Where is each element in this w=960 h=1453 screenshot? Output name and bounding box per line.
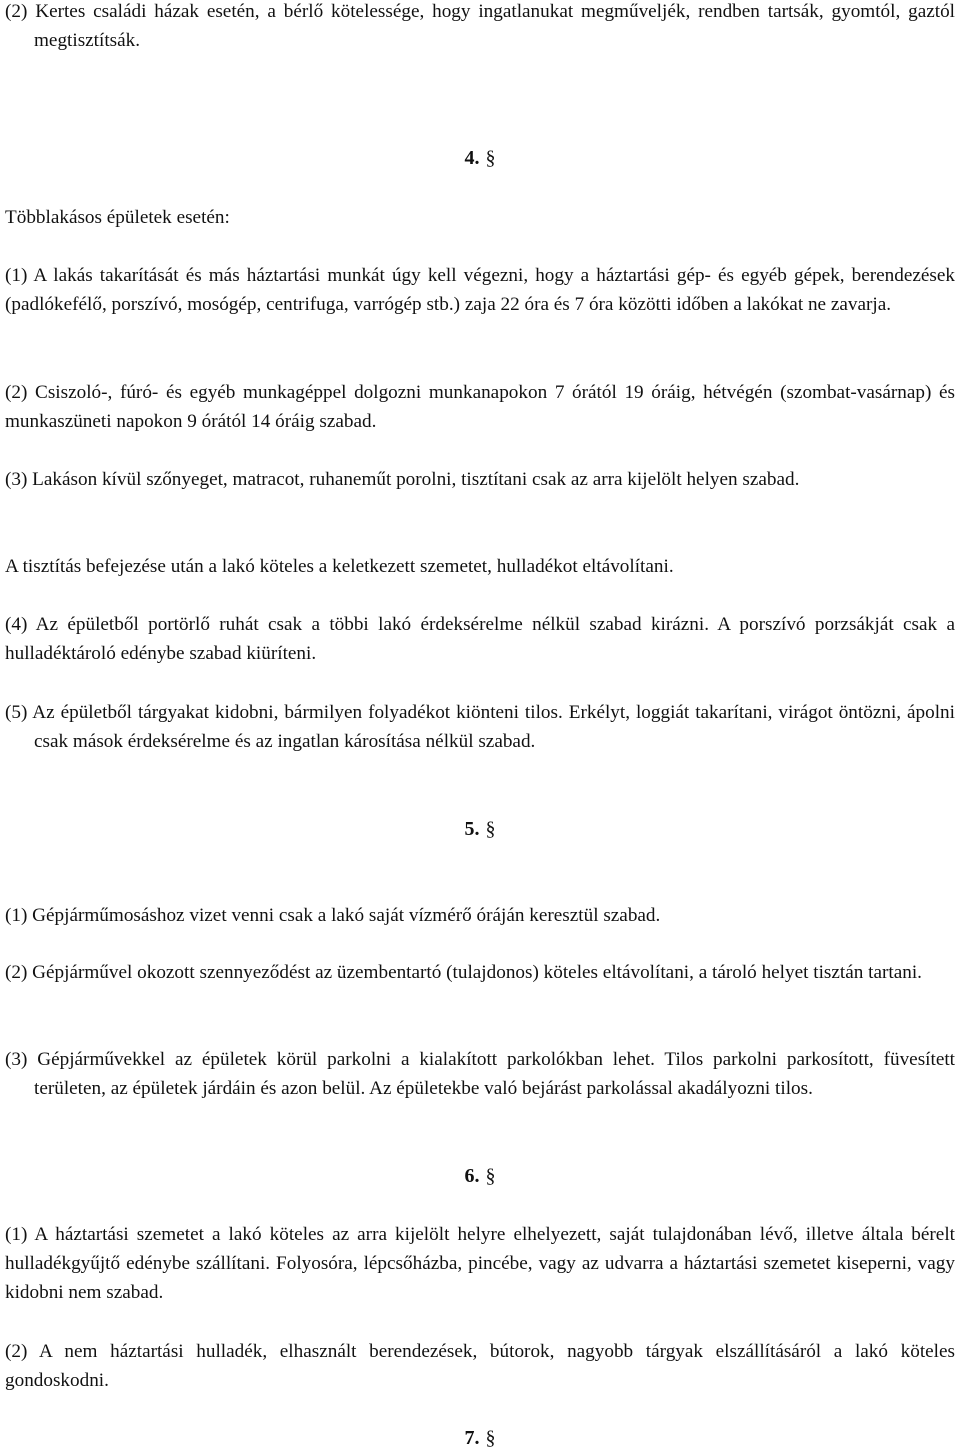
- paragraph-4-3b: A tisztítás befejezése után a lakó köteles a keletkezett szemetet, hulladékot eltávolítani.: [5, 556, 674, 577]
- paragraph-4-1: (1) A lakás takarítását és más háztartási munkát úgy kell végezni, hogy a háztartási gép- és egyéb gépek, berendezések (padlókefélő, porszívó, mosógép, centrifuga, varrógép stb.) zaja 22 óra és 7 óra közötti időben a lakókat ne zavarja.: [5, 265, 955, 315]
- paragraph-6-2: (2) A nem háztartási hulladék, elhasznált berendezések, bútorok, nagyobb tárgyak elszállításáról a lakó köteles gondoskodni.: [5, 1341, 955, 1391]
- section-heading-6: [0, 1162, 960, 1191]
- paragraph-5-1: (1) Gépjárműmosáshoz vizet venni csak a lakó saját vízmérő óráján keresztül szabad.: [5, 905, 661, 926]
- paragraph-sign: §: [485, 818, 496, 840]
- section-number: 5.: [464, 818, 480, 840]
- paragraph-3-2: (2) Kertes családi házak esetén, a bérlő kötelessége, hogy ingatlanukat megműveljék, rendben tartsák, gyomtól, gaztól megtisztítsák.: [5, 1, 955, 51]
- paragraph-4-5: (5) Az épületből tárgyakat kidobni, bármilyen folyadékot kiönteni tilos. Erkélyt, loggiát takarítani, virágot öntözni, ápolni csak mások érdeksérelme és az ingatlan károsítása nélkül szabad.: [5, 702, 955, 752]
- section-number: 6.: [464, 1165, 480, 1187]
- section-number: 4.: [464, 147, 480, 169]
- paragraph-sign: §: [485, 1165, 496, 1187]
- paragraph-6-1: (1) A háztartási szemetet a lakó köteles az arra kijelölt helyre elhelyezett, saját tulajdonában lévő, illetve általa bérelt hulladékgyűjtő edénybe szállítani. Folyosóra, lépcsőházba, pincébe, vagy az udvarra a háztartási szemetet kiseperni, vagy kidobni nem szabad.: [5, 1224, 955, 1303]
- section-4-intro: Többlakásos épületek esetén:: [5, 207, 230, 228]
- paragraph-5-2: (2) Gépjárművel okozott szennyeződést az üzembentartó (tulajdonos) köteles eltávolítani, a tároló helyet tisztán tartani.: [5, 962, 922, 983]
- paragraph-4-4: (4) Az épületből portörlő ruhát csak a többi lakó érdeksérelme nélkül szabad kirázni. A porszívó porzsákját csak a hulladéktároló edénybe szabad kiüríteni.: [5, 614, 955, 664]
- section-number: 7.: [464, 1427, 480, 1449]
- paragraph-sign: §: [485, 1427, 496, 1449]
- paragraph-sign: §: [485, 147, 496, 169]
- paragraph-4-3: (3) Lakáson kívül szőnyeget, matracot, ruhaneműt porolni, tisztítani csak az arra kijelölt helyen szabad.: [5, 469, 800, 490]
- section-heading-5: [0, 815, 960, 844]
- paragraph-5-3: (3) Gépjárművekkel az épületek körül parkolni a kialakított parkolókban lehet. Tilos parkolni parkosított, füvesített területen, az épületek járdáin és azon belül. Az épületekbe való bejárást parkolással akadályozni tilos.: [5, 1049, 955, 1099]
- section-heading-7: [0, 1424, 960, 1453]
- paragraph-4-2: (2) Csiszoló-, fúró- és egyéb munkagéppel dolgozni munkanapokon 7 órától 19 óráig, hétvégén (szombat-vasárnap) és munkaszüneti napokon 9 órától 14 óráig szabad.: [5, 382, 955, 432]
- section-heading-4: [0, 144, 960, 173]
